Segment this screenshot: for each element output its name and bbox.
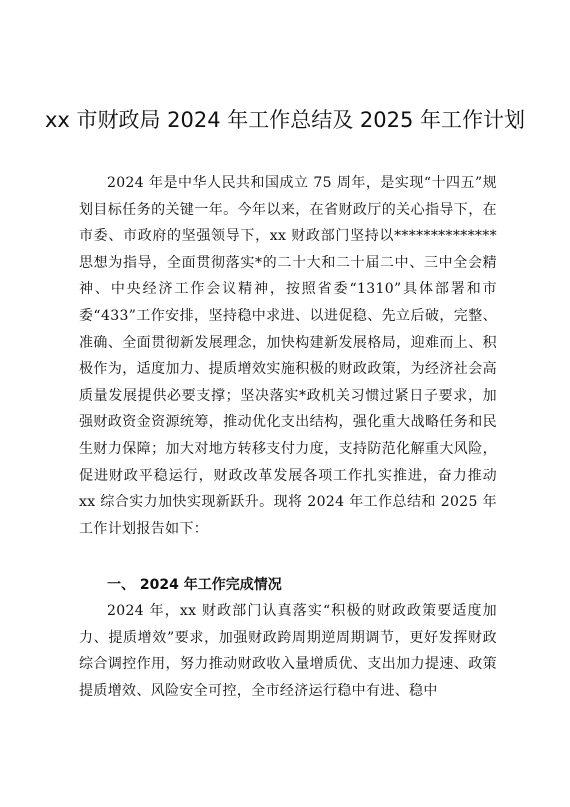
document-title: xx 市财政局 2024 年工作总结及 2025 年工作计划 <box>44 108 526 132</box>
intro-paragraph: 2024 年是中华人民共和国成立 75 周年，是实现“十四五”规划目标任务的关键一年。今年以来，在省财政厅的关心指导下，在市委、市政府的坚强领导下，xx 财政部门坚持以**************思想为指导，全面贯彻落实*的二十大和二十届二中、三中全会精神、中央经济工作会议精神，按照省委“1310”具体部署和市委“433”工作安排，坚持稳中求进、以进促稳、先立后破，完整、准确、全面贯彻新发展理念，加快构建新发展格局，迎难而上、积极作为，适度加力、提质增效实施积极的财政政策，为经济社会高质量发展提供必要支撑；坚决落实*政机关习惯过紧日子要求，加强财政资金资源统筹，推动优化支出结构，强化重大战略任务和民生财力保障；加大对地方转移支付力度，支持防范化解重大风险，促进财政平稳运行，财政改革发展各项工作扎实推进，奋力推动 xx 综合实力加快实现新跃升。现将 2024 年工作总结和 2025 年工作计划报告如下： <box>79 175 497 537</box>
section-1-paragraph: 2024 年，xx 财政部门认真落实“积极的财政政策要适度加力、提质增效”要求，加强财政跨周期逆周期调节，更好发挥财政综合调控作用，努力推动财政收入量增质优、支出加力提速、政策提质增效、风险安全可控，全市经济运行稳中有进、稳中 <box>79 603 497 699</box>
section-heading-1: 一、 2024 年工作完成情况 <box>107 577 282 593</box>
